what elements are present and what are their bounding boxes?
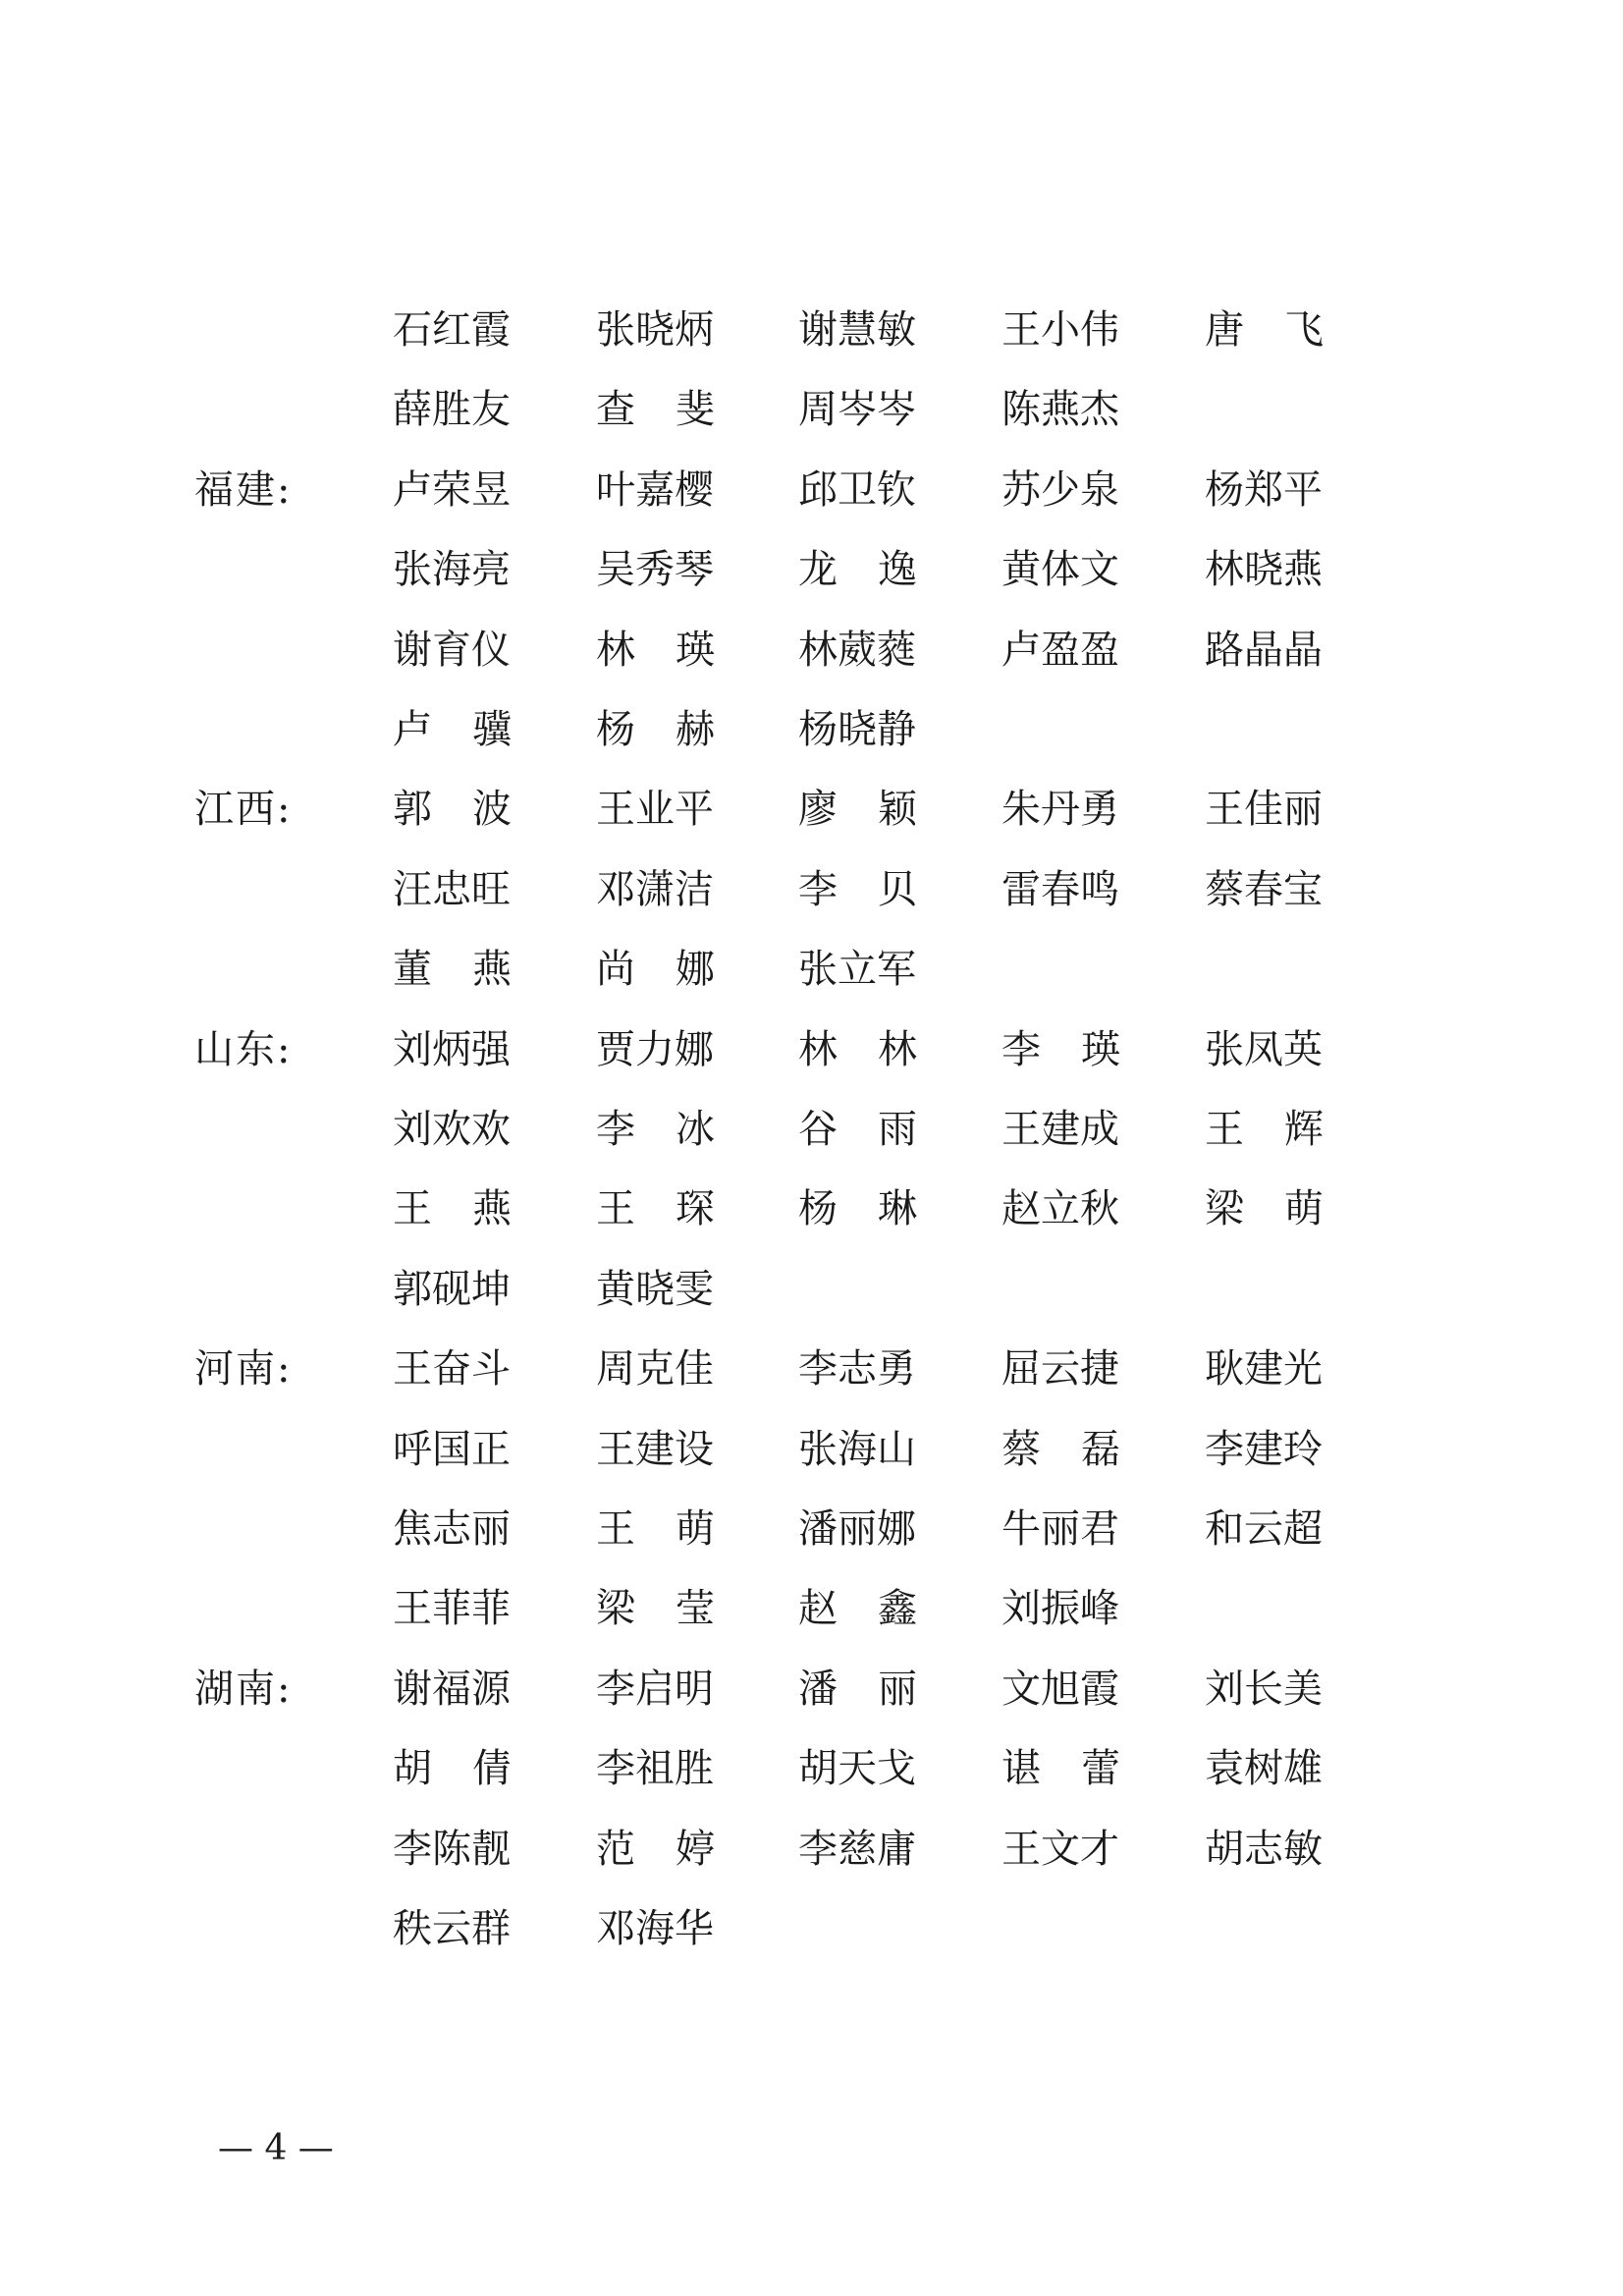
person-name: 王 燕 (393, 1186, 512, 1231)
roster-row (0, 1330, 1623, 1409)
person-name: 王建成 (1001, 1107, 1119, 1152)
person-name: 李建玲 (1205, 1427, 1323, 1472)
person-name: 尚 娜 (596, 947, 715, 992)
person-name: 杨 赫 (596, 707, 715, 752)
person-name: 焦志丽 (393, 1506, 511, 1552)
person-name: 胡志敏 (1205, 1827, 1323, 1872)
person-name: 王业平 (596, 787, 714, 832)
roster-row (0, 1170, 1623, 1249)
person-name: 卢荣昱 (393, 467, 511, 513)
person-name: 蔡 磊 (1001, 1427, 1120, 1472)
roster-row (0, 530, 1623, 610)
person-name: 林晓燕 (1205, 547, 1323, 592)
person-name: 薛胜友 (393, 387, 511, 432)
person-name: 王佳丽 (1205, 787, 1323, 832)
roster-row (0, 930, 1623, 1010)
person-name: 查 斐 (596, 387, 715, 432)
person-name: 王文才 (1001, 1827, 1119, 1872)
person-name: 王 萌 (596, 1506, 715, 1552)
province-label: 湖南: (194, 1667, 293, 1712)
roster-row (0, 291, 1623, 370)
person-name: 李志勇 (798, 1346, 916, 1392)
person-name: 张立军 (798, 947, 916, 992)
person-name: 郭砚坤 (393, 1267, 511, 1312)
roster-row (0, 1810, 1623, 1889)
person-name: 赵 鑫 (798, 1586, 917, 1631)
roster-row (0, 1889, 1623, 1969)
person-name: 胡 倩 (393, 1746, 512, 1791)
person-name: 邱卫钦 (798, 467, 916, 513)
person-name: 李 贝 (798, 867, 917, 912)
person-name: 龙 逸 (798, 547, 917, 592)
person-name: 郭 波 (393, 787, 512, 832)
person-name: 杨晓静 (798, 707, 916, 752)
roster-row (0, 451, 1623, 530)
person-name: 卢盈盈 (1001, 628, 1119, 673)
person-name: 陈燕杰 (1001, 387, 1119, 432)
person-name: 路晶晶 (1205, 628, 1323, 673)
roster-row (0, 850, 1623, 930)
person-name: 李慈庸 (798, 1827, 916, 1872)
person-name: 王 琛 (596, 1186, 715, 1231)
person-name: 赵立秋 (1001, 1186, 1119, 1231)
roster-row (0, 611, 1623, 690)
person-name: 呼国正 (393, 1427, 511, 1472)
person-name: 谷 雨 (798, 1107, 917, 1152)
person-name: 梁 莹 (596, 1586, 715, 1631)
person-name: 王奋斗 (393, 1346, 511, 1392)
person-name: 王菲菲 (393, 1586, 511, 1631)
person-name: 林 瑛 (596, 628, 715, 673)
roster-row (0, 1090, 1623, 1170)
province-label: 福建: (194, 467, 293, 513)
person-name: 董 燕 (393, 947, 512, 992)
person-name: 周岑岑 (798, 387, 916, 432)
person-name: 范 婷 (596, 1827, 715, 1872)
person-name: 蔡春宝 (1205, 867, 1323, 912)
person-name: 王建设 (596, 1427, 714, 1472)
person-name: 苏少泉 (1001, 467, 1119, 513)
province-label: 江西: (194, 787, 293, 832)
person-name: 周克佳 (596, 1346, 714, 1392)
person-name: 石红霞 (393, 307, 511, 353)
person-name: 贾力娜 (596, 1027, 714, 1072)
person-name: 张晓炳 (596, 307, 714, 353)
person-name: 吴秀琴 (596, 547, 714, 592)
roster-row (0, 690, 1623, 770)
person-name: 杨郑平 (1205, 467, 1323, 513)
person-name: 刘炳强 (393, 1027, 511, 1072)
person-name: 梁 萌 (1205, 1186, 1324, 1231)
person-name: 李启明 (596, 1667, 714, 1712)
person-name: 谌 蕾 (1001, 1746, 1120, 1791)
person-name: 文旭霞 (1001, 1667, 1119, 1712)
province-label: 河南: (194, 1346, 293, 1392)
person-name: 林葳蕤 (798, 628, 916, 673)
person-name: 屈云捷 (1001, 1346, 1119, 1392)
person-name: 耿建光 (1205, 1346, 1323, 1392)
roster-row (0, 1490, 1623, 1569)
person-name: 谢育仪 (393, 628, 511, 673)
roster-row (0, 1011, 1623, 1090)
person-name: 杨 琳 (798, 1186, 917, 1231)
roster-row (0, 770, 1623, 849)
person-name: 唐 飞 (1205, 307, 1324, 353)
person-name: 朱丹勇 (1001, 787, 1119, 832)
page-number: — 4 — (218, 2128, 334, 2168)
person-name: 张凤英 (1205, 1027, 1323, 1072)
person-name: 叶嘉樱 (596, 467, 714, 513)
person-name: 潘 丽 (798, 1667, 917, 1712)
person-name: 林 林 (798, 1027, 917, 1072)
person-name: 谢福源 (393, 1667, 511, 1712)
person-name: 和云超 (1205, 1506, 1323, 1552)
person-name: 王小伟 (1001, 307, 1119, 353)
person-name: 张海亮 (393, 547, 511, 592)
person-name: 黄晓雯 (596, 1267, 714, 1312)
roster-row (0, 370, 1623, 450)
person-name: 雷春鸣 (1001, 867, 1119, 912)
person-name: 邓潇洁 (596, 867, 714, 912)
roster-row (0, 1729, 1623, 1809)
roster-row (0, 1650, 1623, 1729)
roster-row (0, 1250, 1623, 1330)
person-name: 李 瑛 (1001, 1027, 1120, 1072)
province-label: 山东: (194, 1027, 293, 1072)
person-name: 卢 骥 (393, 707, 512, 752)
person-name: 李 冰 (596, 1107, 715, 1152)
person-name: 袁树雄 (1205, 1746, 1323, 1791)
person-name: 刘长美 (1205, 1667, 1323, 1712)
person-name: 刘振峰 (1001, 1586, 1119, 1631)
person-name: 谢慧敏 (798, 307, 916, 353)
person-name: 李祖胜 (596, 1746, 714, 1791)
person-name: 黄体文 (1001, 547, 1119, 592)
person-name: 邓海华 (596, 1906, 714, 1951)
person-name: 廖 颖 (798, 787, 917, 832)
person-name: 张海山 (798, 1427, 916, 1472)
roster-row (0, 1410, 1623, 1490)
roster-row (0, 1569, 1623, 1649)
person-name: 牛丽君 (1001, 1506, 1119, 1552)
person-name: 王 辉 (1205, 1107, 1324, 1152)
person-name: 刘欢欢 (393, 1107, 511, 1152)
person-name: 汪忠旺 (393, 867, 511, 912)
person-name: 李陈靓 (393, 1827, 511, 1872)
person-name: 胡天戈 (798, 1746, 916, 1791)
person-name: 秩云群 (393, 1906, 511, 1951)
person-name: 潘丽娜 (798, 1506, 916, 1552)
